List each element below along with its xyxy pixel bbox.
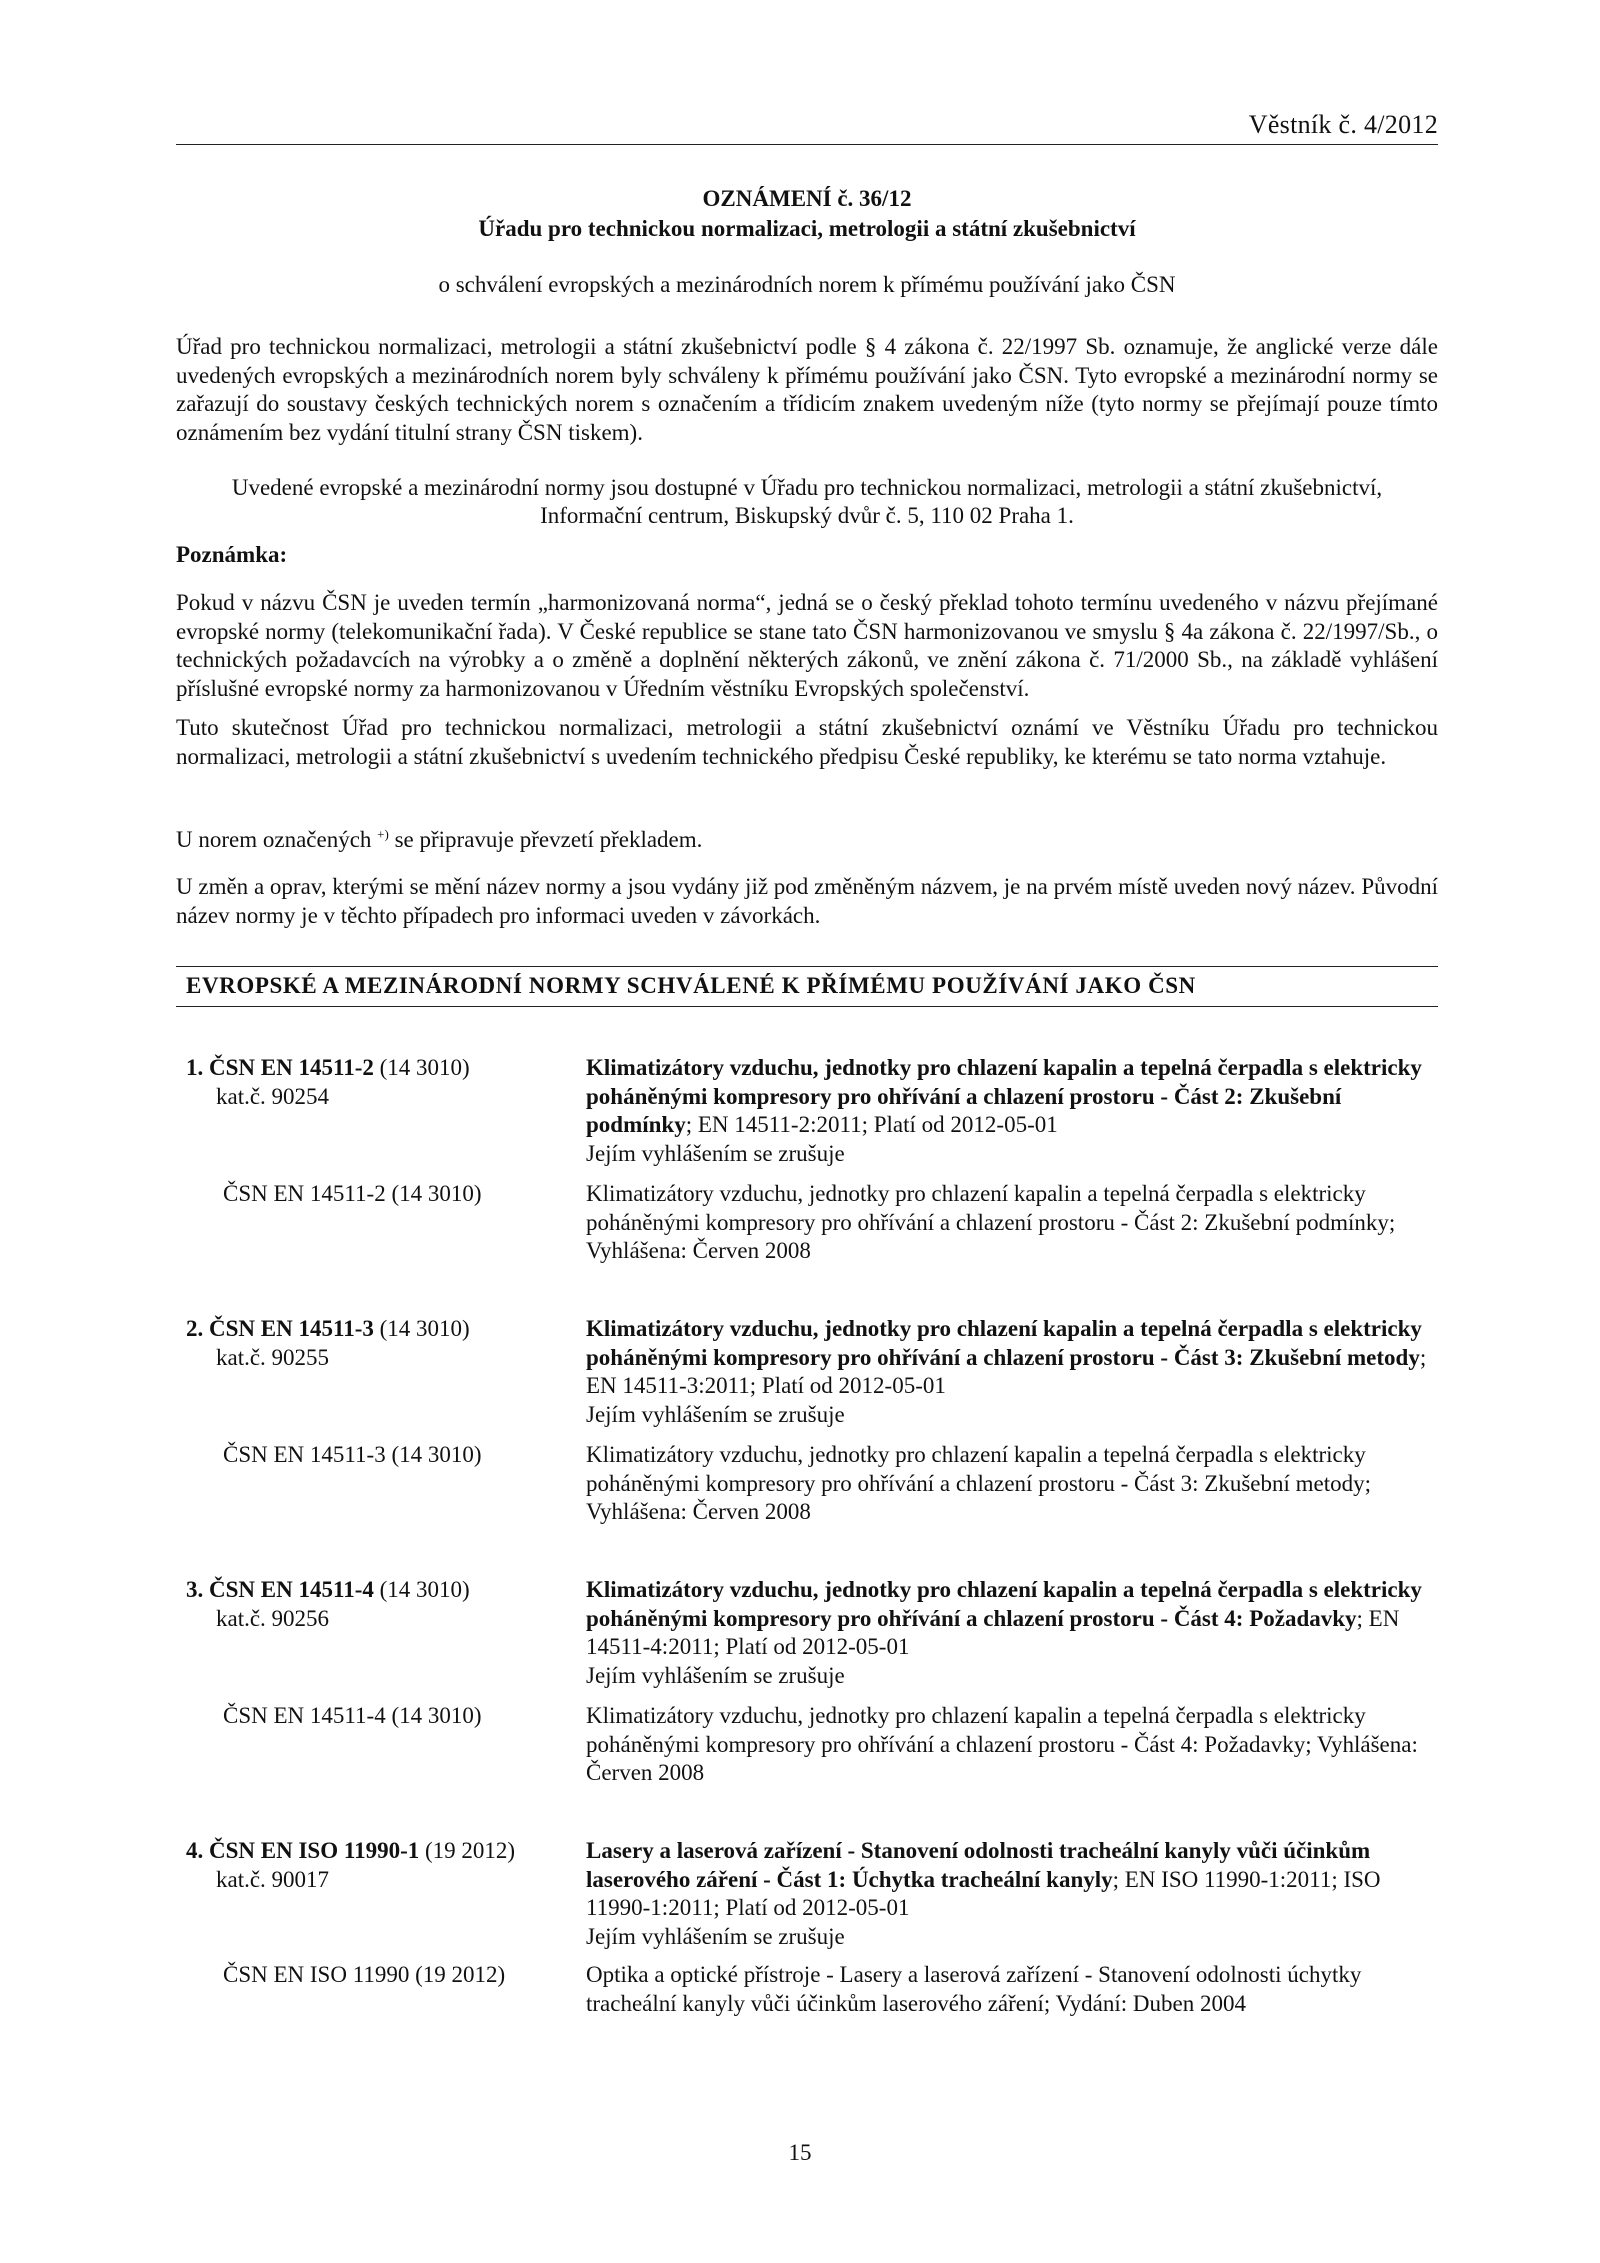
norm-title-details: ; EN 14511-3:2011; Platí od 2012-05-01: [586, 1344, 1427, 1398]
norm-number: 1.: [186, 1055, 204, 1080]
norm-cancel-note: Jejím vyhlášením se zrušuje: [586, 1401, 845, 1427]
page-number: 15: [788, 2140, 812, 2165]
norm-catalog-number: kat.č. 90017: [216, 1866, 330, 1892]
norm-title: Klimatizátory vzduchu, jednotky pro chlazení kapalin a tepelná čerpadla s elektricky poháněnými kompresory pro ohřívání a chlazení prostoru - Část 4: Požadavky: [586, 1577, 1422, 1631]
norm-id: [186, 1315, 566, 1372]
norm-cancel-note: Jejím vyhlášením se zrušuje: [586, 1923, 845, 1949]
norm-id: [186, 1576, 566, 1633]
norm-description: [586, 1837, 1438, 1951]
availability-line-1: Uvedené evropské a mezinárodní normy jsou dostupné v Úřadu pro technickou normalizaci, metrologii a státní zkušebnictví,: [231, 475, 1383, 500]
norm-title-details: ; EN 14511-2:2011; Platí od 2012-05-01: [685, 1112, 1058, 1137]
norm-id: [186, 1837, 566, 1894]
section-heading: EVROPSKÉ A MEZINÁRODNÍ NORMY SCHVÁLENÉ K PŘÍMÉMU POUŽÍVÁNÍ JAKO ČSN: [186, 973, 1196, 998]
old-norm-title: Optika a optické přístroje - Lasery a laserová zařízení - Stanovení odolnosti úchytky tracheální kanyly vůči účinkům laserového záření; Vydání: Duben 2004: [586, 1962, 1362, 2016]
header-rule: [176, 144, 1438, 145]
norm-class: (14 3010): [379, 1316, 470, 1341]
old-norm-title: Klimatizátory vzduchu, jednotky pro chlazení kapalin a tepelná čerpadla s elektricky poháněnými kompresory pro ohřívání a chlazení prostoru - Část 3: Zkušební metody; Vyhlášena: Červen 2008: [586, 1442, 1372, 1524]
norm-cancel-note: Jejím vyhlášením se zrušuje: [586, 1140, 845, 1166]
translation-mark: +): [377, 826, 389, 842]
norm-title: Klimatizátory vzduchu, jednotky pro chlazení kapalin a tepelná čerpadla s elektricky poháněnými kompresory pro ohřívání a chlazení prostoru - Část 2: Zkušební podmínky: [586, 1055, 1422, 1137]
note-paragraph: Pokud v názvu ČSN je uveden termín „harmonizovaná norma“, jedná se o český překlad tohoto termínu uvedeného v názvu přejímané evropské normy (telekomunikační řada). V České republice se stane tato ČSN harmonizovanou ve smyslu § 4a zákona č. 22/1997/Sb., o technických požadavcích na výrobky a o změně a doplnění některých zákonů, ve znění zákona č. 71/2000 Sb., na základě vyhlášení příslušné evropské normy za harmonizovanou v Úředním věstníku Evropských společenství.: [176, 590, 1438, 701]
announcement-subtitle: Úřadu pro technickou normalizaci, metrologii a státní zkušebnictví: [478, 216, 1136, 241]
changes-paragraph: U změn a oprav, kterými se mění název normy a jsou vydány již pod změněným názvem, je na prvém místě uveden nový název. Původní název normy je v těchto případech pro informaci uveden v závorkách.: [176, 874, 1438, 928]
old-norm-code: ČSN EN 14511-4 (14 3010): [223, 1703, 482, 1728]
translation-paragraph: [176, 826, 1438, 855]
norm-class: (19 2012): [424, 1838, 516, 1863]
norm-code: ČSN EN ISO 11990-1: [209, 1838, 420, 1863]
old-norm-code: ČSN EN 14511-2 (14 3010): [223, 1181, 482, 1206]
norm-title-details: ; EN 14511-4:2011; Platí od 2012-05-01: [586, 1605, 1400, 1659]
section-rule-top: [176, 966, 1438, 967]
announcement-about: o schválení evropských a mezinárodních norem k přímému používání jako ČSN: [438, 272, 1176, 297]
norm-class: (14 3010): [379, 1577, 470, 1602]
norm-title: Lasery a laserová zařízení - Stanovení odolnosti tracheální kanyly vůči účinkům laserového záření - Část 1: Úchytka tracheální kanyly: [586, 1838, 1371, 1892]
norm-catalog-number: kat.č. 90256: [216, 1605, 330, 1631]
intro-paragraph: Úřad pro technickou normalizaci, metrologii a státní zkušebnictví podle § 4 zákona č. 22/1997 Sb. oznamuje, že anglické verze dále uvedených evropských a mezinárodních norem byly schváleny k přímému používání jako ČSN. Tyto evropské a mezinárodní normy se zařazují do soustavy českých technických norem s označením a třídicím znakem uvedeným níže (tyto normy se přejímají pouze tímto oznámením bez vydání titulní strany ČSN tiskem).: [176, 334, 1438, 445]
norm-number: 2.: [186, 1316, 204, 1341]
norm-code: ČSN EN 14511-4: [209, 1577, 374, 1602]
norm-catalog-number: kat.č. 90255: [216, 1344, 330, 1370]
norm-number: 4.: [186, 1838, 204, 1863]
norm-description: [586, 1054, 1438, 1168]
norm-code: ČSN EN 14511-3: [209, 1316, 374, 1341]
norm-cancel-note: Jejím vyhlášením se zrušuje: [586, 1662, 845, 1688]
note-label: Poznámka:: [176, 542, 288, 567]
norm-title-details: ; EN ISO 11990-1:2011; ISO 11990-1:2011; Platí od 2012-05-01: [586, 1866, 1381, 1920]
norm-code: ČSN EN 14511-2: [209, 1055, 374, 1080]
old-norm-code: ČSN EN 14511-3 (14 3010): [223, 1442, 482, 1467]
section-rule-bottom: [176, 1006, 1438, 1007]
availability-line-2: Informační centrum, Biskupský dvůr č. 5, 110 02 Praha 1.: [540, 503, 1074, 528]
norm-number: 3.: [186, 1577, 204, 1602]
translation-prefix: U norem označených: [176, 827, 372, 852]
old-norm-code: ČSN EN ISO 11990 (19 2012): [223, 1962, 506, 1987]
old-norm-title: Klimatizátory vzduchu, jednotky pro chlazení kapalin a tepelná čerpadla s elektricky poháněnými kompresory pro ohřívání a chlazení prostoru - Část 2: Zkušební podmínky; Vyhlášena: Červen 2008: [586, 1181, 1396, 1263]
norm-title: Klimatizátory vzduchu, jednotky pro chlazení kapalin a tepelná čerpadla s elektricky poháněnými kompresory pro ohřívání a chlazení prostoru - Část 3: Zkušební metody: [586, 1316, 1422, 1370]
norm-description: [586, 1315, 1438, 1429]
norm-class: (14 3010): [379, 1055, 470, 1080]
norm-description: [586, 1576, 1438, 1690]
fact-paragraph: Tuto skutečnost Úřad pro technickou normalizaci, metrologii a státní zkušebnictví oznámí ve Věstníku Úřadu pro technickou normalizaci, metrologii a státní zkušebnictví s uvedením technického předpisu České republiky, ke kterému se tato norma vztahuje.: [176, 715, 1438, 769]
old-norm-title: Klimatizátory vzduchu, jednotky pro chlazení kapalin a tepelná čerpadla s elektricky poháněnými kompresory pro ohřívání a chlazení prostoru - Část 4: Požadavky; Vyhlášena: Červen 2008: [586, 1703, 1418, 1785]
translation-suffix: se připravuje převzetí překladem.: [394, 827, 703, 852]
norm-id: [186, 1054, 566, 1111]
norm-catalog-number: kat.č. 90254: [216, 1083, 330, 1109]
announcement-title: OZNÁMENÍ č. 36/12: [702, 186, 912, 211]
journal-issue: Věstník č. 4/2012: [1248, 110, 1438, 139]
